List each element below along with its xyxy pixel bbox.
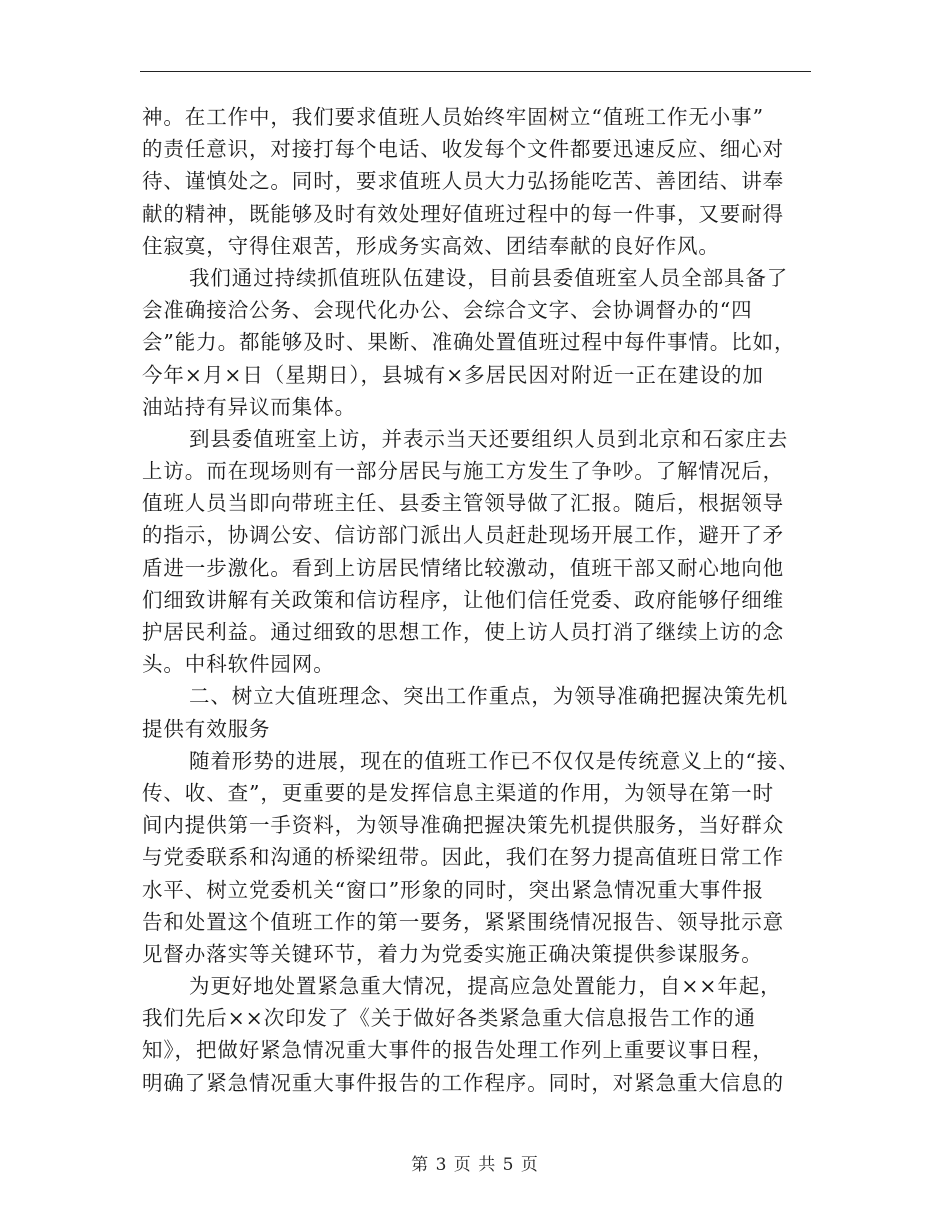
text-line: 献的精神，既能够及时有效处理好值班过程中的每一件事，又要耐得 [142, 201, 784, 226]
text-line: 与党委联系和沟通的桥梁纽带。因此，我们在努力提高值班日常工作 [142, 845, 784, 870]
text-line: 明确了紧急情况重大事件报告的工作程序。同时，对紧急重大信息的 [142, 1070, 784, 1095]
text-line: 们细致讲解有关政策和信访程序，让他们信任党委、政府能够仔细维 [142, 587, 784, 612]
text-line: 见督办落实等关键环节，着力为党委实施正确决策提供参谋服务。 [142, 941, 763, 966]
text-line: 间内提供第一手资料，为领导准确把握决策先机提供服务，当好群众 [142, 813, 784, 838]
text-line: 传、收、查”，更重要的是发挥信息主渠道的作用，为领导在第一时 [142, 780, 774, 805]
text-line: 我们通过持续抓值班队伍建设，目前县委值班室人员全部具备了 [189, 265, 789, 290]
document-body [142, 101, 812, 1099]
text-line: 水平、树立党委机关“窗口”形象的同时，突出紧急情况重大事件报 [142, 877, 764, 902]
text-line: 待、谨慎处之。同时，要求值班人员大力弘扬能吃苦、善团结、讲奉 [142, 169, 784, 194]
text-line: 的责任意识，对接打每个电话、收发每个文件都要迅速反应、细心对 [142, 137, 784, 162]
text-line: 油站持有异议而集体。 [142, 394, 356, 419]
text-line: 会”能力。都能够及时、果断、准确处置值班过程中每件事情。比如， [142, 330, 796, 355]
text-line: 知》，把做好紧急情况重大事件的报告处理工作列上重要议事日程， [142, 1038, 774, 1063]
text-line: 值班人员当即向带班主任、县委主管领导做了汇报。随后，根据领导 [142, 491, 784, 516]
page-number-footer: 第 3 页 共 5 页 [411, 1155, 539, 1175]
text-line: 盾进一步激化。看到上访居民情绪比较激动，值班干部又耐心地向他 [142, 555, 784, 580]
text-line: 的指示，协调公安、信访部门派出人员赶赴现场开展工作，避开了矛 [142, 523, 784, 548]
text-line: 住寂寞，守得住艰苦，形成务实高效、团结奉献的良好作风。 [142, 233, 720, 258]
text-line: 到县委值班室上访，并表示当天还要组织人员到北京和石家庄去 [189, 426, 789, 451]
text-line: 头。中科软件园网。 [142, 652, 335, 677]
section-heading: 提供有效服务 [142, 716, 271, 741]
text-line: 会准确接洽公务、会现代化办公、会综合文字、会协调督办的“四 [142, 298, 753, 323]
text-line: 我们先后××次印发了《关于做好各类紧急重大信息报告工作的通 [142, 1006, 756, 1031]
text-line: 上访。而在现场则有一部分居民与施工方发生了争吵。了解情况后， [142, 459, 784, 484]
text-line: 随着形势的进展，现在的值班工作已不仅仅是传统意义上的“接、 [189, 748, 800, 773]
text-line: 护居民利益。通过细致的思想工作，使上访人员打消了继续上访的念 [142, 620, 784, 644]
text-line: 告和处置这个值班工作的第一要务，紧紧围绕情况报告、领导批示意 [142, 909, 784, 934]
header-rule [140, 71, 811, 72]
text-line: 神。在工作中，我们要求值班人员始终牢固树立“值班工作无小事” [142, 105, 764, 129]
section-heading: 二、树立大值班理念、突出工作重点，为领导准确把握决策先机 [189, 684, 789, 709]
text-line: 今年×月×日（星期日），县城有×多居民因对附近一正在建设的加 [142, 362, 764, 387]
text-line: 为更好地处置紧急重大情况，提高应急处置能力，自××年起， [189, 974, 782, 999]
